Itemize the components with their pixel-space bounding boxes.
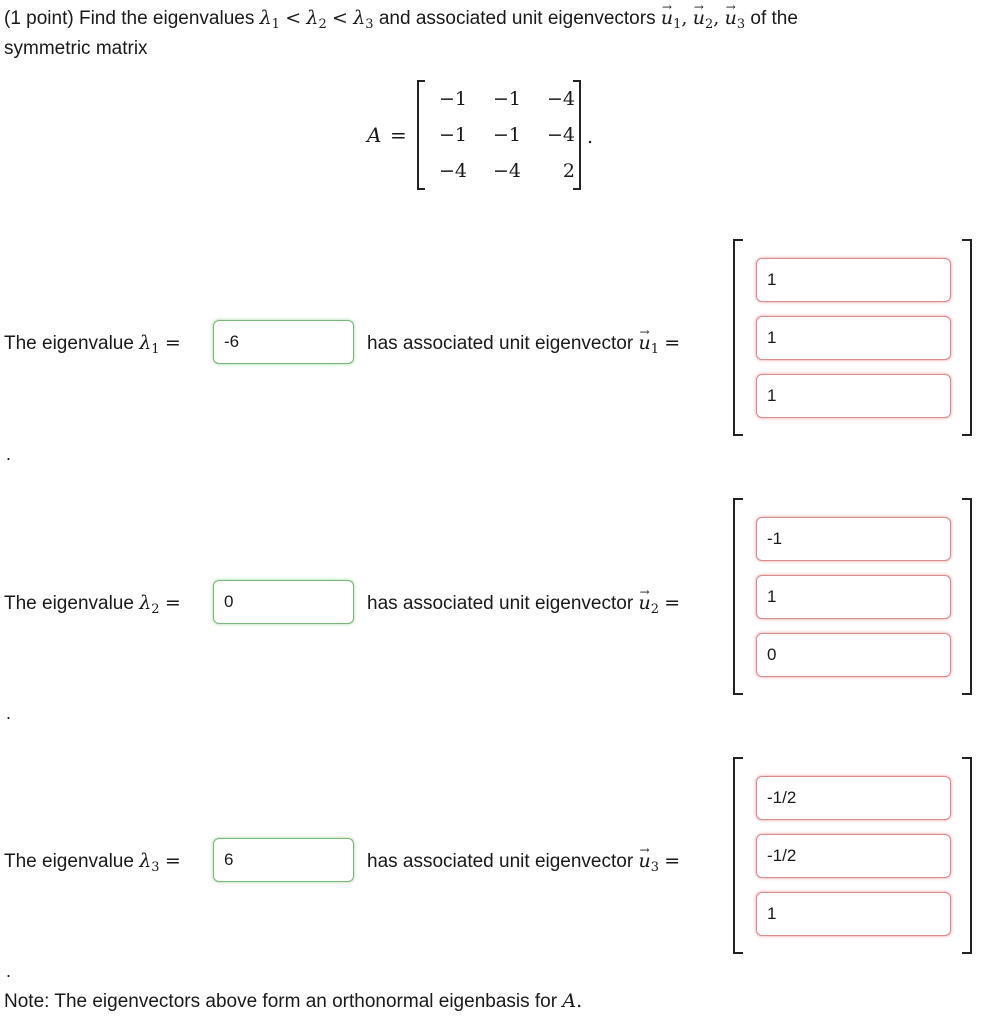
matrix-brackets <box>417 80 581 190</box>
equals-sign: = <box>664 592 681 614</box>
comma: , <box>681 7 688 29</box>
eigenvector-2-entry-3[interactable] <box>756 633 951 677</box>
eigenvalue-2-input[interactable] <box>213 580 354 624</box>
lambda-symbol: λ <box>259 7 272 29</box>
note-period: . <box>576 990 583 1012</box>
lambda-index: 1 <box>271 17 280 32</box>
intro-text: of the <box>750 8 798 29</box>
label-text: has associated unit eigenvector <box>367 851 634 872</box>
matrix-name: A <box>367 123 382 147</box>
matrix-cell: −1 <box>492 124 521 146</box>
vector-2-left-bracket <box>733 498 743 695</box>
u-index: 2 <box>704 17 714 32</box>
matrix-cell: −1 <box>438 88 467 110</box>
eigenvalue-3-input[interactable] <box>213 838 354 882</box>
note-matrix-symbol: A <box>562 990 577 1012</box>
vector-3-left-bracket <box>733 757 743 954</box>
u-symbol: → u <box>638 331 650 355</box>
lambda-symbol: λ <box>139 592 152 614</box>
label-text: The eigenvalue <box>4 333 134 354</box>
lambda-index: 3 <box>151 860 160 875</box>
lambda-symbol: λ <box>139 332 152 354</box>
equals-sign: = <box>164 332 181 354</box>
label-text: has associated unit eigenvector <box>367 333 634 354</box>
intro-text: (1 point) Find the eigenvalues <box>4 8 255 29</box>
matrix-cell: −1 <box>438 124 467 146</box>
less-than: < <box>332 7 348 29</box>
u-1 <box>660 7 682 32</box>
matrix-cell: 2 <box>562 160 575 182</box>
eigenvector-2-entry-2[interactable] <box>756 575 951 619</box>
label-text: The eigenvalue <box>4 593 134 614</box>
matrix-cell: −4 <box>546 88 575 110</box>
u-index: 3 <box>650 860 659 875</box>
less-than: < <box>285 7 302 29</box>
eigenvector-2-entry-1[interactable] <box>756 517 951 561</box>
eigenvector-1-entry-1[interactable] <box>756 258 951 302</box>
vector-2-right-bracket <box>962 498 972 695</box>
eigenvector-3-entry-3[interactable] <box>756 892 951 936</box>
lambda-1 <box>259 7 280 32</box>
eigenvector-3-entry-1[interactable] <box>756 776 951 820</box>
matrix-cell: −4 <box>438 160 467 182</box>
intro-text-line2: symmetric matrix <box>4 38 148 59</box>
eigenvalue-label <box>4 591 181 622</box>
lambda-index: 1 <box>151 342 160 357</box>
matrix-cell: −1 <box>492 88 521 110</box>
u-symbol: → u <box>638 849 650 873</box>
comma: , <box>713 7 720 29</box>
matrix-equals: = <box>390 123 407 147</box>
matrix-cell: −4 <box>492 160 521 182</box>
row-period: . <box>6 444 12 464</box>
equals-sign: = <box>164 850 181 872</box>
u-symbol: → u <box>693 6 705 30</box>
eigenvalue-1-input[interactable] <box>213 320 354 364</box>
lambda-symbol: λ <box>353 7 366 29</box>
note-text: Note: The eigenvectors above form an orthonormal eigenbasis for <box>4 991 558 1012</box>
lambda-2 <box>306 7 327 32</box>
label-text: The eigenvalue <box>4 851 134 872</box>
lambda-index: 2 <box>151 602 160 617</box>
equals-sign: = <box>664 850 681 872</box>
label-text: has associated unit eigenvector <box>367 593 634 614</box>
lambda-symbol: λ <box>306 7 319 29</box>
u-symbol: → u <box>661 6 673 30</box>
eigenvector-label <box>367 331 680 362</box>
u-3 <box>724 7 746 32</box>
matrix-period: . <box>587 126 594 148</box>
u-index: 1 <box>673 17 682 32</box>
eigenvector-1-entry-3[interactable] <box>756 374 951 418</box>
row-period: . <box>6 961 12 981</box>
equals-sign: = <box>164 592 181 614</box>
u-index: 2 <box>650 602 659 617</box>
u-2 <box>692 7 714 32</box>
u-index: 1 <box>650 342 659 357</box>
matrix-cell: −4 <box>546 124 575 146</box>
equals-sign: = <box>664 332 681 354</box>
eigenvector-3-entry-2[interactable] <box>756 834 951 878</box>
problem-statement <box>4 6 984 61</box>
intro-text: and associated unit eigenvectors <box>378 8 656 29</box>
lambda-index: 3 <box>365 17 374 32</box>
u-symbol: → u <box>638 591 650 615</box>
lambda-index: 2 <box>318 17 327 32</box>
vector-1-left-bracket <box>733 239 743 436</box>
eigenvector-label <box>367 591 680 622</box>
eigenvector-1-entry-2[interactable] <box>756 316 951 360</box>
vector-3-right-bracket <box>962 757 972 954</box>
eigenvalue-label <box>4 331 181 362</box>
u-symbol: → u <box>725 6 737 30</box>
vector-1-right-bracket <box>962 239 972 436</box>
eigenvector-label <box>367 849 680 880</box>
u-index: 3 <box>736 17 746 32</box>
row-period: . <box>6 703 12 723</box>
eigenvalue-label <box>4 849 181 880</box>
lambda-symbol: λ <box>139 850 152 872</box>
note <box>4 989 582 1014</box>
lambda-3 <box>353 7 374 32</box>
